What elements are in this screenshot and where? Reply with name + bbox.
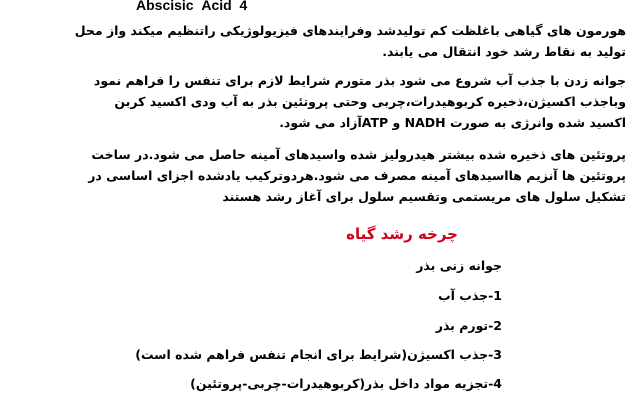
paragraph-line: اکسید شده وانرژی به صورت NADH و ATPآزاد می شود. [279, 115, 626, 130]
list-item: 1-جذب آب [438, 288, 502, 303]
list-item: 3-جذب اکسیژن(شرایط برای انجام تنفس فراهم شده است) [135, 347, 502, 362]
paragraph-line: وباجذب اکسیژن،ذخیره کربوهیدرات،چربی وحتی پروتئین بذر به آب ودی اکسید کربن [114, 94, 626, 109]
heading-abscisic-acid [136, 0, 247, 14]
paragraph-line: جوانه زدن با جذب آب شروع می شود بذر متورم شرایط لازم برای تنفس را فراهم نمود [93, 73, 626, 88]
list-item: 2-تورم بذر [435, 318, 502, 333]
paragraph-line: تولید به نقاط رشد خود انتقال می یابند. [382, 44, 626, 59]
section-title-growth-cycle: چرخه رشد گیاه [346, 225, 458, 243]
paragraph-line: تشکیل سلول های مریستمی وتقسیم سلول برای آغاز رشد هستند [222, 189, 626, 204]
list-item: جوانه زنی بذر [416, 258, 502, 273]
paragraph-hormones [56, 20, 626, 62]
paragraph-germination [56, 70, 626, 133]
paragraph-proteins [56, 144, 626, 207]
heading-number: 4 [239, 0, 248, 13]
paragraph-line: پروتئین ها آنزیم هااسیدهای آمینه مصرف می شود.هردوترکیب یادشده اجزای اساسی در [88, 168, 626, 183]
paragraph-line: پروتئین های ذخیره شده بیشتر هیدرولیز شده واسیدهای آمینه حاصل می شود.در ساخت [91, 147, 626, 162]
heading-word-acid: Acid [201, 0, 232, 13]
paragraph-line: هورمون های گیاهی باغلظت کم تولیدشد وفرایندهای فیزیولوژیکی راتنظیم میکند واز محل [74, 23, 626, 38]
list-item: 4-تجزیه مواد داخل بذر(کربوهیدرات-چربی-پروتئین) [190, 376, 502, 391]
heading-word-abscisic: Abscisic [136, 0, 194, 13]
